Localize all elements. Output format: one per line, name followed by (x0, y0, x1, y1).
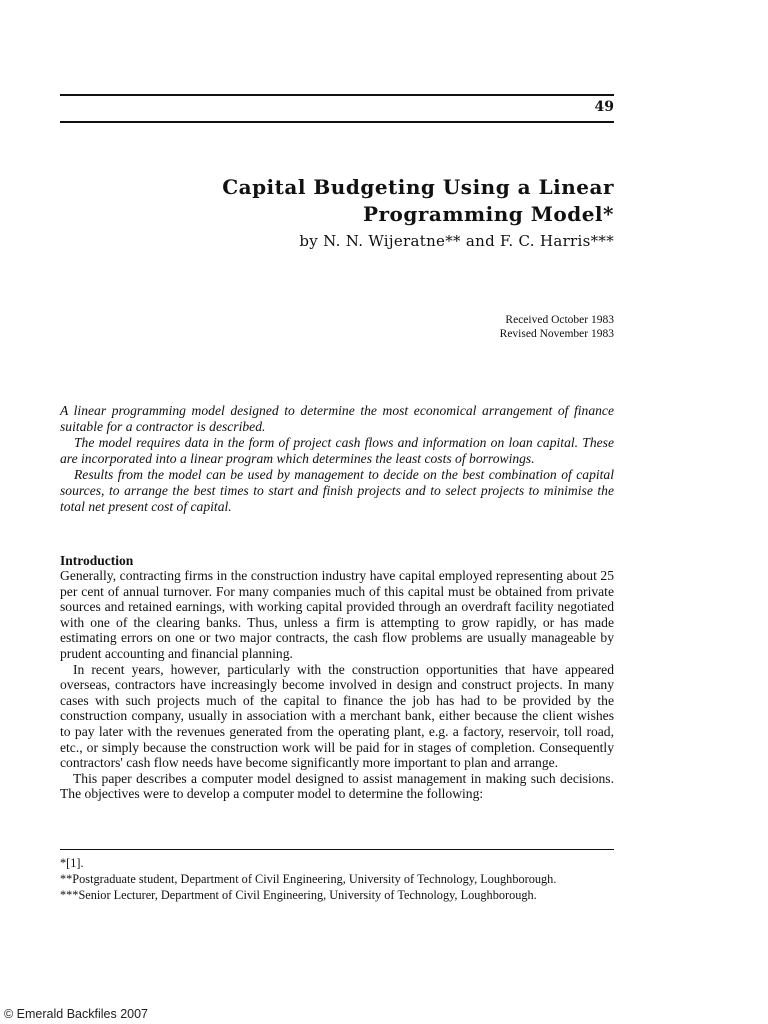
body-paragraph: Generally, contracting firms in the construction industry have capital employed representing about 25 per cent of annual turnover. For many companies much of this capital must be obtained from private sources and retained earnings, with working capital provided through an overdraft facility negotiated with one of the clearing banks. Thus, unless a firm is attempting to grow rapidly, or has made estimating errors on one or two major contracts, the cash flow problems are usually manageable by prudent accounting and financial planning. (60, 568, 614, 661)
footnote: **Postgraduate student, Department of Civil Engineering, University of Technology, Loughborough. (60, 872, 557, 886)
footnotes (60, 855, 614, 903)
author-line: by N. N. Wijeratne** and F. C. Harris*** (299, 232, 614, 250)
footnote: ***Senior Lecturer, Department of Civil Engineering, University of Technology, Loughborough. (60, 888, 537, 902)
received-date: Received October 1983 (505, 314, 614, 326)
page-number: 49 (594, 99, 614, 115)
received-dates (500, 313, 614, 341)
footnote-rule (60, 849, 614, 850)
abstract-paragraph: The model requires data in the form of project cash flows and information on loan capital. These are incorporated into a linear program which determines the least costs of borrowings. (60, 435, 614, 466)
footnote: *[1]. (60, 856, 84, 870)
abstract-paragraph: A linear programming model designed to determine the most economical arrangement of finance suitable for a contractor is described. (60, 403, 614, 434)
copyright-notice: © Emerald Backfiles 2007 (4, 1007, 149, 1021)
abstract-paragraph: Results from the model can be used by management to decide on the best combination of capital sources, to arrange the best times to start and finish projects and to select projects to minimise the total net present cost of capital. (60, 467, 614, 514)
abstract (60, 403, 614, 515)
section-heading-introduction: Introduction (60, 553, 134, 568)
body-paragraph: This paper describes a computer model designed to assist management in making such decisions. The objectives were to develop a computer model to determine the following: (60, 770, 614, 802)
title-line-1: Capital Budgeting Using a Linear (222, 175, 614, 199)
header-rule-bottom (60, 121, 614, 123)
revised-date: Revised November 1983 (499, 328, 614, 340)
header-rule-top (60, 94, 614, 96)
body-text (60, 568, 614, 802)
body-paragraph: In recent years, however, particularly with the construction opportunities that have appeared overseas, contractors have increasingly become involved in design and construct projects. In many cases with such projects much of the capital to finance the job has had to be provided by the construction company, usually in association with a merchant bank, either because the client wishes to pay later with the revenues generated from the operating plant, e.g. a factory, reservoir, toll road, etc., or simply because the construction work will be paid for in stages of completion. Consequently contractors' cash flow needs have become significantly more important to plan and arrange. (60, 661, 614, 771)
title-line-2: Programming Model* (362, 202, 614, 226)
article-title (94, 174, 614, 228)
